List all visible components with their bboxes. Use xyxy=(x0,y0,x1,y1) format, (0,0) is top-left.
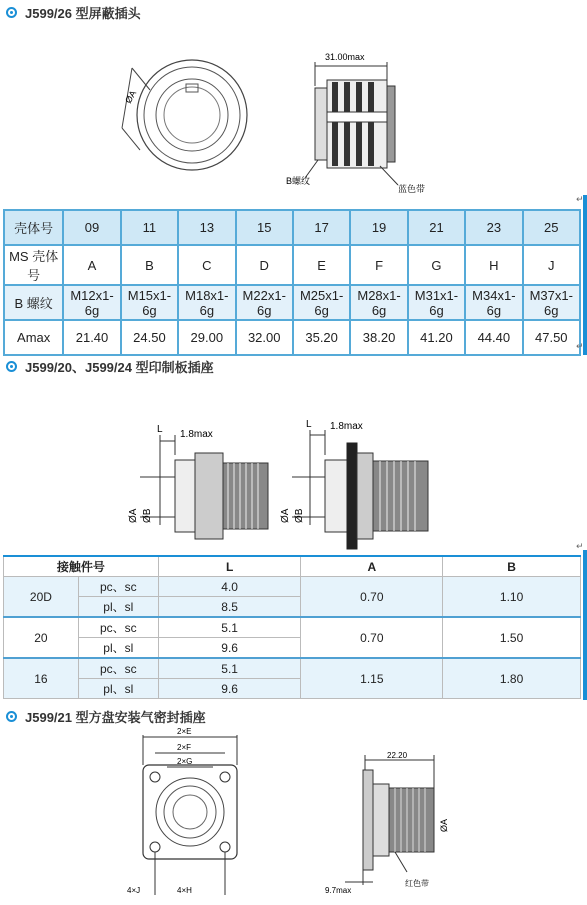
right-edge-bar xyxy=(583,195,587,355)
table-cell: A xyxy=(63,245,120,285)
header-l: L xyxy=(158,556,301,577)
dim-j-label: 4×J xyxy=(127,886,141,895)
dim-e-label: 2×E xyxy=(177,727,192,736)
table-cell: MS 壳体号 xyxy=(4,245,63,285)
table-cell: M12x1-6g xyxy=(63,285,120,320)
table-cell: 25 xyxy=(523,210,580,245)
table-cell: 29.00 xyxy=(178,320,235,355)
dim-a: 0.70 xyxy=(301,617,443,658)
section-title-2 xyxy=(6,357,214,376)
band-label: 蓝色带 xyxy=(398,184,426,194)
table-cell: 15 xyxy=(236,210,293,245)
table-cell: M22x1-6g xyxy=(236,285,293,320)
table-cell: M18x1-6g xyxy=(178,285,235,320)
dim-l: 5.1 xyxy=(158,658,301,679)
dim-b: 1.80 xyxy=(443,658,581,699)
return-mark: ↵ xyxy=(576,194,584,204)
table-cell: G xyxy=(408,245,465,285)
dim-g-label: 2×G xyxy=(177,757,193,766)
table-cell: M34x1-6g xyxy=(465,285,522,320)
table-cell: 13 xyxy=(178,210,235,245)
width-dim-label: 22.20 xyxy=(387,751,408,760)
square-flange-drawing xyxy=(115,725,265,900)
band-label: 红色带 xyxy=(405,879,429,888)
bullet-icon xyxy=(6,711,17,722)
thread-label: B螺纹 xyxy=(286,176,311,186)
table-cell: 44.40 xyxy=(465,320,522,355)
width-dim-label: 31.00max xyxy=(325,52,365,62)
dia-a-label: ØA xyxy=(280,508,291,523)
contact-size-table xyxy=(3,555,581,699)
dia-b-label: ØB xyxy=(294,508,305,523)
shell-size-table xyxy=(3,209,581,356)
contact-type: pl、sl xyxy=(78,679,158,699)
contact-type: pl、sl xyxy=(78,638,158,659)
dim-l: 9.6 xyxy=(158,679,301,699)
return-mark: ↵ xyxy=(576,541,584,551)
table-cell: M37x1-6g xyxy=(523,285,580,320)
dim-l: 9.6 xyxy=(158,638,301,659)
table-cell: 19 xyxy=(350,210,407,245)
pcb-receptacle-left xyxy=(140,435,268,539)
table-cell: 47.50 xyxy=(523,320,580,355)
table-cell: B 螺纹 xyxy=(4,285,63,320)
table-cell: D xyxy=(236,245,293,285)
table-cell: M28x1-6g xyxy=(350,285,407,320)
contact-type: pc、sc xyxy=(78,577,158,597)
dim-l-label: L xyxy=(306,419,312,430)
table-cell: E xyxy=(293,245,350,285)
contact-size: 20 xyxy=(4,617,79,658)
dim-b: 1.50 xyxy=(443,617,581,658)
pcb-receptacle-right xyxy=(292,430,428,549)
table-cell: 17 xyxy=(293,210,350,245)
return-mark: ↵ xyxy=(576,341,584,351)
plug-side-view xyxy=(305,62,398,185)
table-cell: 11 xyxy=(121,210,178,245)
table-cell: F xyxy=(350,245,407,285)
table-cell: 35.20 xyxy=(293,320,350,355)
dim-l: 8.5 xyxy=(158,597,301,618)
dim-b: 1.10 xyxy=(443,577,581,618)
header-b: B xyxy=(443,556,581,577)
table-cell: B xyxy=(121,245,178,285)
dia-b-label: ØB xyxy=(142,508,153,523)
hermetic-receptacle-side-view xyxy=(315,750,465,895)
table-cell: 壳体号 xyxy=(4,210,63,245)
dia-a-label: ØA xyxy=(128,508,139,523)
dim-l: 4.0 xyxy=(158,577,301,597)
table-cell: M31x1-6g xyxy=(408,285,465,320)
section-title-text: J599/20、J599/24 型印制板插座 xyxy=(25,360,214,375)
right-edge-bar xyxy=(583,550,587,700)
contact-size: 16 xyxy=(4,658,79,699)
dim-max-label: 1.8max xyxy=(330,421,363,432)
contact-type: pl、sl xyxy=(78,597,158,618)
dim-l-label: L xyxy=(157,424,163,435)
contact-type: pc、sc xyxy=(78,617,158,638)
table-cell: H xyxy=(465,245,522,285)
header-contact: 接触件号 xyxy=(4,556,159,577)
plug-front-view xyxy=(122,60,247,170)
dim-a: 0.70 xyxy=(301,577,443,618)
table-cell: M15x1-6g xyxy=(121,285,178,320)
plug-drawing xyxy=(110,40,490,200)
table-cell: M25x1-6g xyxy=(293,285,350,320)
section-title-1 xyxy=(6,3,141,22)
dim-a: 1.15 xyxy=(301,658,443,699)
bullet-icon xyxy=(6,361,17,372)
dim-h-label: 4×H xyxy=(177,886,192,895)
contact-type: pc、sc xyxy=(78,658,158,679)
section-title-text: J599/21 型方盘安装气密封插座 xyxy=(25,710,206,725)
table-cell: 21 xyxy=(408,210,465,245)
pcb-receptacle-drawings xyxy=(120,415,470,550)
dia-a-label: ØA xyxy=(439,818,449,832)
table-cell: 21.40 xyxy=(63,320,120,355)
dia-a-label: ØA xyxy=(123,88,139,105)
section-title-text: J599/26 型屏蔽插头 xyxy=(25,6,141,21)
table-cell: 23 xyxy=(465,210,522,245)
table-cell: 32.00 xyxy=(236,320,293,355)
max-dim-label: 9.7max xyxy=(325,886,352,895)
table-cell: 41.20 xyxy=(408,320,465,355)
table-cell: 09 xyxy=(63,210,120,245)
table-cell: J xyxy=(523,245,580,285)
section-title-3 xyxy=(6,707,206,726)
contact-size: 20D xyxy=(4,577,79,618)
table-cell: C xyxy=(178,245,235,285)
dim-l: 5.1 xyxy=(158,617,301,638)
table-cell: Amax xyxy=(4,320,63,355)
dim-f-label: 2×F xyxy=(177,743,192,752)
table-cell: 24.50 xyxy=(121,320,178,355)
bullet-icon xyxy=(6,7,17,18)
table-cell: 38.20 xyxy=(350,320,407,355)
dim-max-label: 1.8max xyxy=(180,429,213,440)
header-a: A xyxy=(301,556,443,577)
